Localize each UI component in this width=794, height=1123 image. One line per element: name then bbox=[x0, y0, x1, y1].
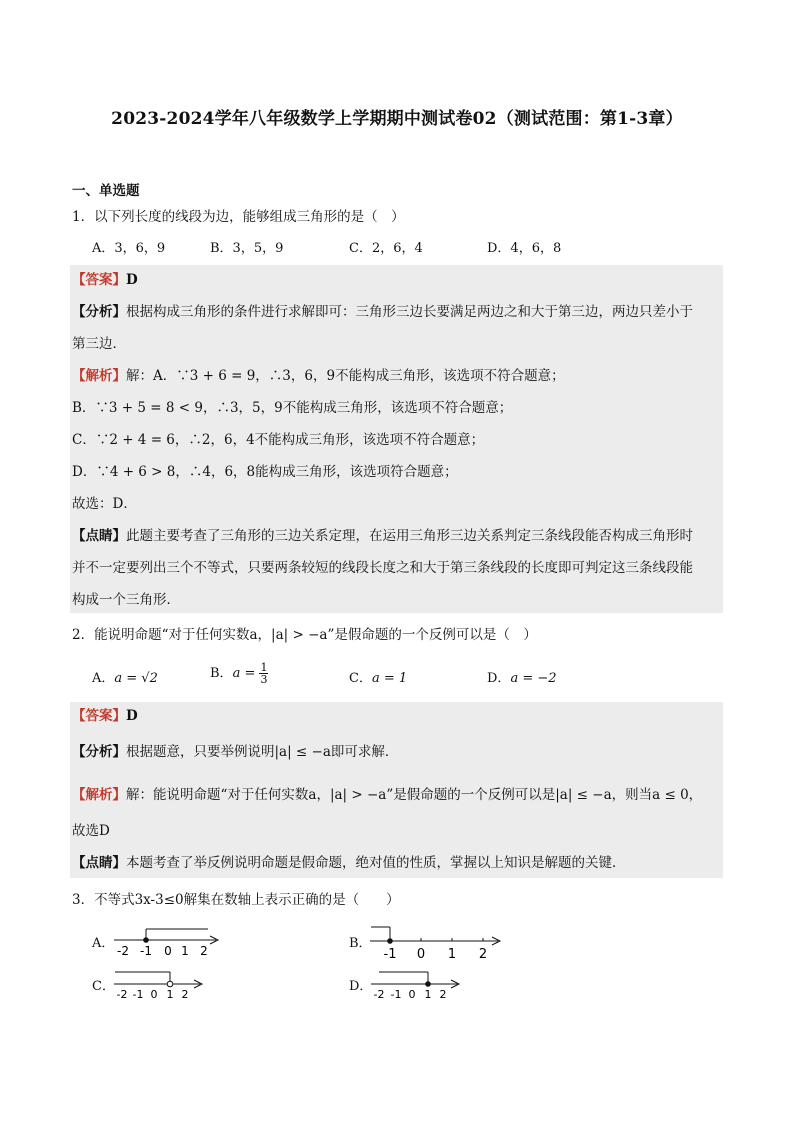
q1-solution-line-2: B．∵3 + 5 = 8 < 9，∴3，5，9不能构成三角形，该选项不符合题意； bbox=[72, 400, 513, 416]
solution-tag: 【解析】 bbox=[72, 368, 126, 384]
q2-option-a-label: A． bbox=[92, 671, 115, 686]
q1-answer: D bbox=[126, 272, 138, 288]
q2-option-b-fraction bbox=[259, 662, 268, 685]
q3-option-b-label: B． bbox=[349, 936, 372, 951]
q1-answer-line bbox=[72, 270, 138, 290]
tick-label: 0 bbox=[416, 947, 426, 961]
q1-option-a: A．3，6，9 bbox=[92, 241, 166, 256]
q3-number-line-d bbox=[369, 968, 463, 1002]
q2-option-c bbox=[349, 669, 407, 689]
q2-answer-line bbox=[72, 706, 138, 726]
tick-label: -2 bbox=[117, 944, 129, 958]
analysis-tag: 【分析】 bbox=[72, 304, 126, 320]
tick-label: 1 bbox=[181, 944, 189, 958]
q1-stem: 1．以下列长度的线段为边，能够组成三角形的是（ ） bbox=[72, 209, 405, 225]
q2-analysis-line bbox=[72, 742, 398, 762]
tick-label: 1 bbox=[166, 988, 174, 1001]
q1-comment-line-1 bbox=[72, 526, 693, 546]
answer-tag: 【答案】 bbox=[72, 272, 126, 288]
solid-point bbox=[143, 937, 149, 943]
q2-solution-line-2: 故选D bbox=[72, 823, 110, 839]
q1-option-c: C．2，6，4 bbox=[349, 241, 423, 256]
q2-option-b-label: B． bbox=[210, 666, 233, 681]
tick-label: 2 bbox=[200, 944, 208, 958]
q3-stem: 3．不等式3x-3≤0解集在数轴上表示正确的是（ ） bbox=[72, 892, 400, 908]
q1-solution-line-3: C．∵2 + 4 = 6，∴2，6，4不能构成三角形，该选项不符合题意； bbox=[72, 432, 485, 448]
q2-answer: D bbox=[126, 708, 138, 724]
q2-option-d-label: D． bbox=[487, 671, 511, 686]
tick-label: 0 bbox=[164, 944, 172, 958]
q3-option-d-label: D． bbox=[349, 979, 373, 994]
fraction-numerator: 1 bbox=[260, 661, 268, 674]
q1-analysis-cont: 第三边． bbox=[72, 336, 126, 352]
q2-option-d bbox=[487, 669, 557, 689]
comment-tag: 【点睛】 bbox=[72, 855, 126, 871]
comment-tag: 【点睛】 bbox=[72, 528, 126, 544]
q3-option-a-label: A． bbox=[92, 936, 115, 951]
tick-label: 2 bbox=[181, 988, 189, 1001]
q2-option-a bbox=[92, 669, 158, 689]
q1-solution-line-5: 故选：D． bbox=[72, 496, 137, 512]
hollow-point bbox=[167, 981, 173, 987]
q1-comment-text-1: 此题主要考查了三角形的三边关系定理，在运用三角形三边关系判定三条线段能否构成三角形时 bbox=[126, 528, 693, 544]
tick-label: 0 bbox=[408, 988, 416, 1001]
q2-option-b bbox=[210, 662, 268, 685]
q3-option-c-label: C． bbox=[92, 979, 115, 994]
tick-label: 1 bbox=[447, 947, 457, 961]
q2-solution-line-1 bbox=[72, 785, 702, 805]
q2-option-c-label: C． bbox=[349, 671, 372, 686]
solution-tag: 【解析】 bbox=[72, 787, 126, 803]
q3-number-line-c bbox=[112, 968, 206, 1002]
tick-label: -1 bbox=[383, 947, 397, 961]
q3-number-line-b bbox=[368, 921, 504, 961]
tick-label: 0 bbox=[150, 988, 158, 1001]
section-heading: 一、单选题 bbox=[72, 183, 140, 199]
tick-label: 2 bbox=[478, 947, 488, 961]
q1-analysis-line bbox=[72, 302, 693, 322]
q1-option-b: B．3，5，9 bbox=[210, 241, 284, 256]
tick-label: -1 bbox=[132, 988, 144, 1001]
solid-point bbox=[425, 981, 431, 987]
q3-number-line-a bbox=[112, 924, 224, 960]
q2-option-a-math: a = √2 bbox=[114, 671, 158, 686]
tick-label: 1 bbox=[424, 988, 432, 1001]
tick-label: 2 bbox=[439, 988, 447, 1001]
q2-solution-text: 解：能说明命题“对于任何实数a，|a| > −a”是假命题的一个反例可以是|a| ≤ −a，则当a ≤ 0， bbox=[126, 787, 703, 803]
tick-label: -2 bbox=[373, 988, 385, 1001]
q2-option-d-math: a = −2 bbox=[510, 671, 557, 686]
q1-solution-line-4: D．∵4 + 6 > 8，∴4，6，8能构成三角形，该选项符合题意； bbox=[72, 464, 458, 480]
q2-comment-line bbox=[72, 853, 626, 873]
q2-comment-text: 本题考查了举反例说明命题是假命题，绝对值的性质，掌握以上知识是解题的关键． bbox=[126, 855, 626, 871]
q1-analysis-text: 根据构成三角形的条件进行求解即可：三角形三边长要满足两边之和大于第三边，两边只差小于 bbox=[126, 304, 693, 320]
page-title: 2023-2024学年八年级数学上学期期中测试卷02（测试范围：第1-3章） bbox=[111, 109, 683, 129]
fraction-denominator: 3 bbox=[260, 673, 268, 686]
q2-option-b-math: a = bbox=[232, 666, 256, 681]
q1-solution-text-1: 解：A．∵3 + 6 = 9，∴3，6，9不能构成三角形，该选项不符合题意； bbox=[126, 368, 565, 384]
tick-label: -2 bbox=[116, 988, 128, 1001]
q1-solution-line-1 bbox=[72, 366, 565, 386]
q1-comment-line-3: 构成一个三角形． bbox=[72, 592, 180, 608]
tick-label: -1 bbox=[140, 944, 152, 958]
q2-analysis-text: 根据题意，只要举例说明|a| ≤ −a即可求解． bbox=[126, 744, 399, 760]
q2-option-c-math: a = 1 bbox=[371, 671, 408, 686]
q2-stem: 2．能说明命题“对于任何实数a，|a| > −a”是假命题的一个反例可以是（ ） bbox=[72, 627, 537, 643]
q1-comment-line-2: 并不一定要列出三个不等式，只要两条较短的线段长度之和大于第三条线段的长度即可判定这三条线段能 bbox=[72, 560, 693, 576]
q1-option-d: D．4，6，8 bbox=[487, 241, 562, 256]
analysis-tag: 【分析】 bbox=[72, 744, 126, 760]
solid-point bbox=[387, 938, 393, 944]
tick-label: -1 bbox=[390, 988, 402, 1001]
answer-tag: 【答案】 bbox=[72, 708, 126, 724]
